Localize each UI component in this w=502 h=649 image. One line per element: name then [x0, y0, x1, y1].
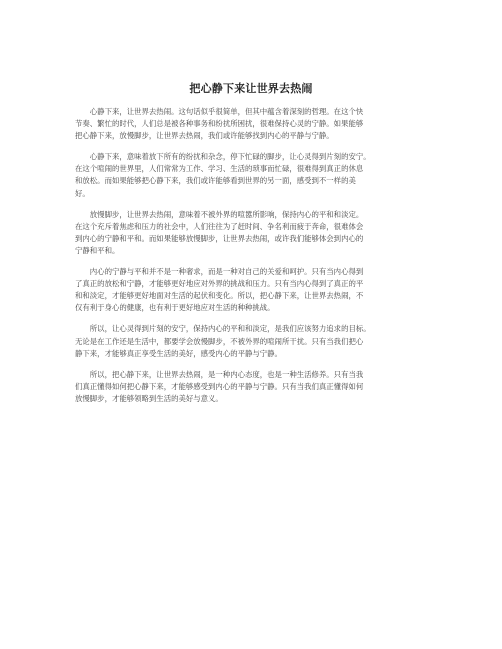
paragraph: [75, 369, 433, 405]
paragraph-line: 静下来，才能够真正享受生活的美好，感受内心的平静与宁静。: [75, 348, 282, 358]
paragraph-line: 到内心的宁静和平和。而如果能够放慢脚步，让世界去热闹，或许我们能够体会到内心的: [75, 233, 364, 243]
paragraph-line: 内心的宁静与平和并不是一种奢求，而是一种对自己的关爱和呵护。只有当内心得到: [75, 267, 364, 277]
paragraph-line: 和和淡定，才能够更好地面对生活的起伏和变化。所以，把心静下来，让世界去热闹，不: [75, 291, 364, 301]
paragraph: [75, 323, 433, 359]
paragraph-line: 放慢脚步，才能够领略到生活的美好与意义。: [75, 393, 223, 403]
paragraph-line: 宁静和平和。: [75, 245, 120, 255]
document-title: 把心静下来让世界去热闹: [189, 82, 313, 95]
paragraph-line: 了真正的放松和宁静，才能够更好地应对外界的挑战和压力。只有当内心得到了真正的平: [75, 279, 364, 289]
paragraph: [75, 106, 433, 142]
paragraph-line: 放慢脚步，让世界去热闹，意味着不被外界的喧嚣所影响，保持内心的平和和淡定。: [75, 209, 364, 219]
paragraph: [75, 266, 433, 314]
paragraph-line: 节奏、繁忙的时代，人们总是被各种事务和纷扰所困扰，很难保持心灵的宁静。如果能够: [75, 119, 364, 129]
paragraph-line: 仅有利于身心的健康，也有利于更好地应对生活的种种挑战。: [75, 303, 275, 313]
paragraph-line: 把心静下来，放慢脚步，让世界去热闹，我们或许能够找到内心的平静与宁静。: [75, 131, 334, 141]
paragraph-line: 所以，让心灵得到片刻的安宁，保持内心的平和和淡定，是我们应该努力追求的目标。: [75, 324, 371, 334]
document-body: [75, 106, 433, 414]
paragraph: [75, 209, 433, 257]
paragraph-line: 在这个喧闹的世界里，人们常常为工作、学习、生活的琐事而忙碌，很难得到真正的休息: [75, 164, 364, 174]
paragraph-line: 在这个充斥着焦虑和压力的社会中，人们往往为了赶时间、争名利而疲于奔命，很难体会: [75, 221, 364, 231]
paragraph: [75, 151, 433, 199]
paragraph-line: 好。: [75, 188, 90, 198]
paragraph-line: 和放松。而如果能够把心静下来，我们或许能够看到世界的另一面，感受到不一样的美: [75, 176, 356, 186]
paragraph-line: 所以，把心静下来，让世界去热闹，是一种内心态度，也是一种生活修养。只有当我: [75, 369, 364, 379]
paragraph-line: 心静下来，让世界去热闹。这句话似乎很简单，但其中蕴含着深刻的哲理。在这个快: [75, 107, 364, 116]
paragraph-line: 心静下来，意味着放下所有的纷扰和杂念，停下忙碌的脚步，让心灵得到片刻的安宁。: [75, 152, 371, 162]
paragraph-line: 无论是在工作还是生活中，都要学会放慢脚步，不被外界的喧闹所干扰。只有当我们把心: [75, 336, 364, 346]
paragraph-line: 们真正懂得如何把心静下来，才能够感受到内心的平静与宁静。只有当我们真正懂得如何: [75, 381, 364, 391]
